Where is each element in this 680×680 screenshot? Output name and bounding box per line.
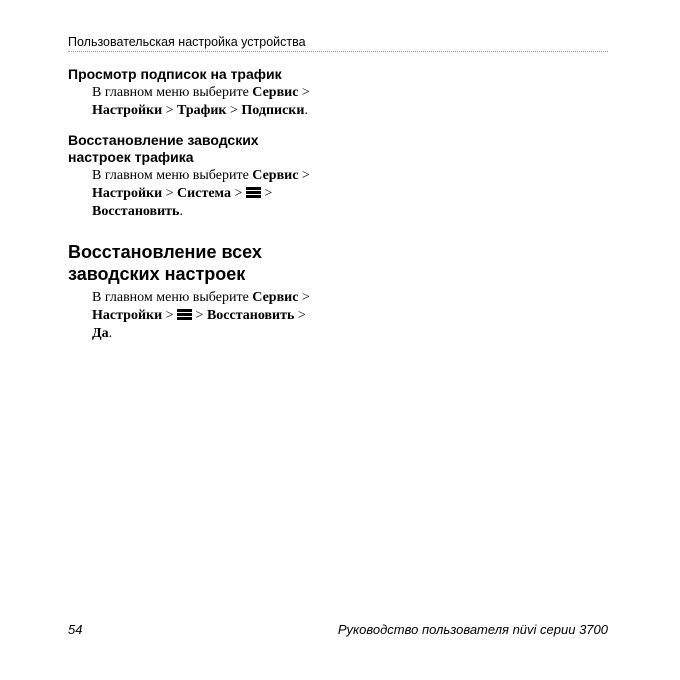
section-heading [68,66,368,83]
instruction-text [92,167,368,221]
menu-icon [246,187,261,198]
instruction-prefix: В главном меню выберите [92,168,249,183]
menu-icon [177,309,192,320]
path-separator: > [229,103,238,118]
manual-title: Руководство пользователя nüvi серии 3700 [337,622,608,637]
path-separator: > [301,168,310,183]
menu-path-restore: Восстановить [206,308,295,323]
menu-path-tools: Сервис [252,290,299,305]
section-heading-line: настроек трафика [68,149,194,165]
section-restore-all-settings [68,241,368,343]
section-heading-line: Просмотр подписок на трафик [68,66,282,82]
menu-path-system: Система [177,186,231,201]
menu-path-traffic: Трафик [177,103,227,118]
section-heading-line: заводских настроек [68,264,246,284]
path-separator: > [195,308,204,323]
running-header-text: Пользовательская настройка устройства [68,35,306,49]
section-heading-line: Восстановление всех [68,242,262,262]
menu-path-subscriptions: Подписки [241,103,305,118]
path-separator: > [301,290,310,305]
instruction-prefix: В главном меню выберите [92,290,249,305]
menu-path-restore: Восстановить [92,204,180,219]
path-separator: > [264,186,273,201]
path-separator: > [234,186,243,201]
instruction-prefix: В главном меню выберите [92,85,249,100]
section-heading [68,132,368,166]
path-separator: > [165,308,174,323]
menu-path-tools: Сервис [252,85,299,100]
running-header [68,33,608,52]
section-heading [68,241,368,285]
path-separator: > [165,103,174,118]
menu-path-tools: Сервис [252,168,299,183]
section-restore-traffic-settings [68,132,368,221]
path-separator: > [165,186,174,201]
menu-path-settings: Настройки [92,103,163,118]
menu-path-settings: Настройки [92,186,163,201]
sentence-end: . [108,326,113,341]
path-separator: > [301,85,310,100]
page-content [68,66,368,343]
menu-path-yes: Да [92,326,109,341]
page-number: 54 [68,622,83,637]
section-heading-line: Восстановление заводских [68,132,259,148]
path-separator: > [297,308,306,323]
instruction-text [92,289,368,343]
menu-path-settings: Настройки [92,308,163,323]
sentence-end: . [179,204,183,219]
section-traffic-subscriptions [68,66,368,120]
sentence-end: . [304,103,308,118]
instruction-text [92,84,368,120]
